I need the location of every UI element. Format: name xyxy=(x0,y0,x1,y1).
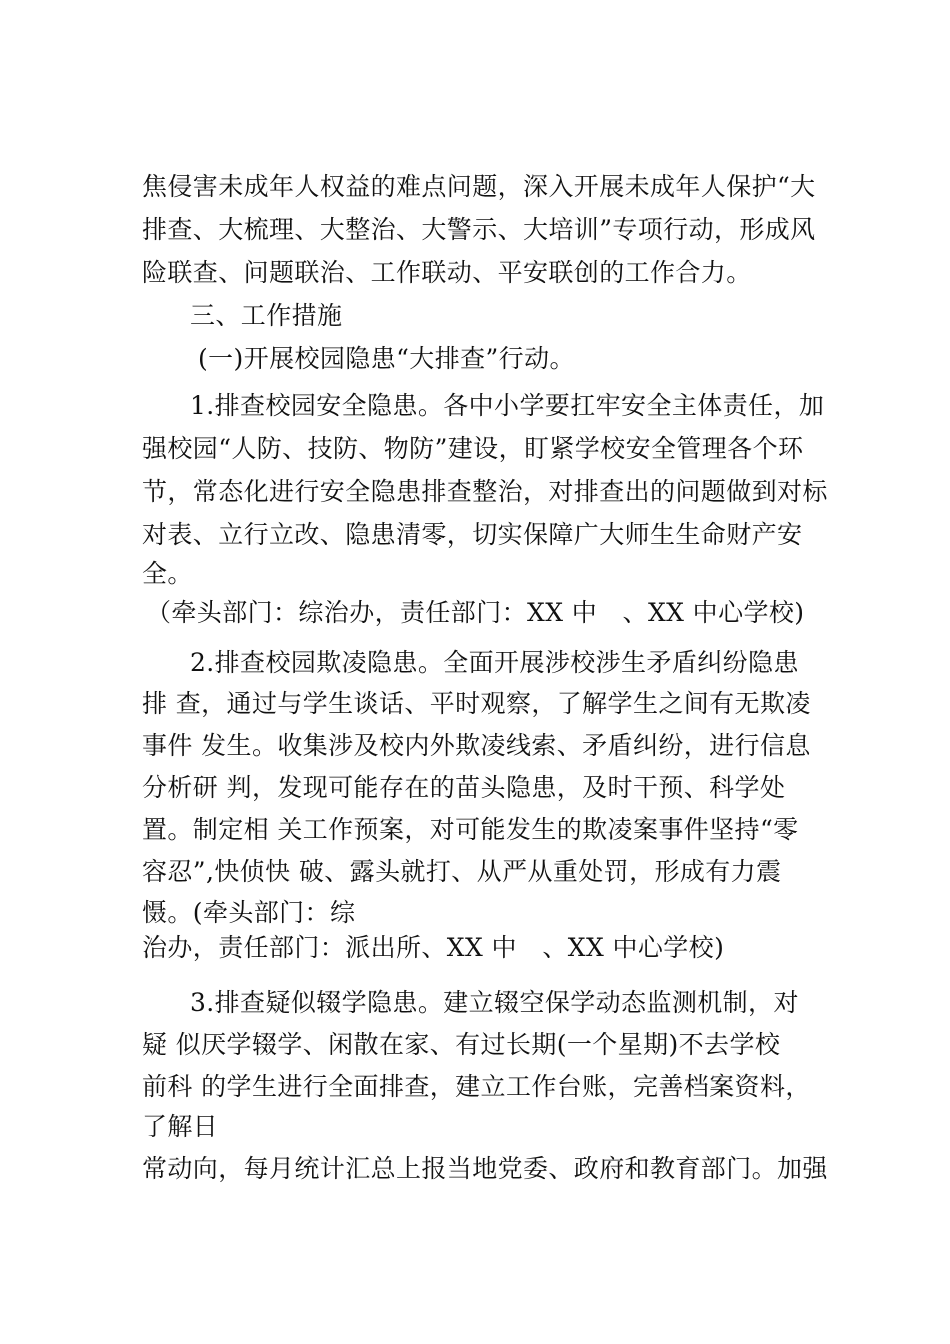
paragraph-line: 了解日 xyxy=(142,1112,219,1141)
paragraph-line: 3.排查疑似辍学隐患。建立辍空保学动态监测机制，对 xyxy=(190,988,799,1017)
subsection-heading: (一)开展校园隐患“大排查”行动。 xyxy=(198,344,575,373)
paragraph-line: 排 查，通过与学生谈话、平时观察，了解学生之间有无欺凌 xyxy=(142,689,811,718)
paragraph-line: 前科 的学生进行全面排查，建立工作台账，完善档案资料， xyxy=(142,1072,811,1101)
paragraph-line: 分析研 判，发现可能存在的苗头隐患，及时干预、科学处 xyxy=(142,773,786,802)
paragraph-line: 强校园“人防、技防、物防”建设，盯紧学校安全管理各个环 xyxy=(142,434,804,463)
paragraph-line: 容忍”,快侦快 破、露头就打、从严从重处罚，形成有力震 xyxy=(142,857,782,886)
paragraph-line: 慑。(牵头部门：综 xyxy=(142,898,356,927)
section-heading: 三、工作措施 xyxy=(190,301,343,330)
paragraph-line: 疑 似厌学辍学、闲散在家、有过长期(一个星期)不去学校 xyxy=(142,1030,781,1059)
paragraph-line: 节，常态化进行安全隐患排查整治，对排查出的问题做到对标 xyxy=(142,477,828,506)
paragraph-line: 2.排查校园欺凌隐患。全面开展涉校涉生矛盾纠纷隐患 xyxy=(190,648,799,677)
responsible-departments: （牵头部门：综治办，责任部门：XX 中 、XX 中心学校) xyxy=(146,598,805,627)
paragraph-line: 置。制定相 关工作预案，对可能发生的欺凌案事件坚持“零 xyxy=(142,815,799,844)
responsible-departments: 治办，责任部门：派出所、XX 中 、XX 中心学校) xyxy=(142,933,725,962)
paragraph-line: 对表、立行立改、隐患清零，切实保障广大师生生命财产安 xyxy=(142,520,803,549)
paragraph-line: 险联查、问题联治、工作联动、平安联创的工作合力。 xyxy=(142,258,752,287)
paragraph-line: 常动向，每月统计汇总上报当地党委、政府和教育部门。加强 xyxy=(142,1154,828,1183)
paragraph-line: 事件 发生。收集涉及校内外欺凌线索、矛盾纠纷，进行信息 xyxy=(142,731,811,760)
paragraph-line: 焦侵害未成年人权益的难点问题，深入开展未成年人保护“大 xyxy=(142,172,816,201)
paragraph-line: 排查、大梳理、大整治、大警示、大培训”专项行动，形成风 xyxy=(142,215,816,244)
paragraph-line: 全。 xyxy=(142,559,193,588)
paragraph-line: 1.排查校园安全隐患。各中小学要扛牢安全主体责任，加 xyxy=(190,391,825,420)
